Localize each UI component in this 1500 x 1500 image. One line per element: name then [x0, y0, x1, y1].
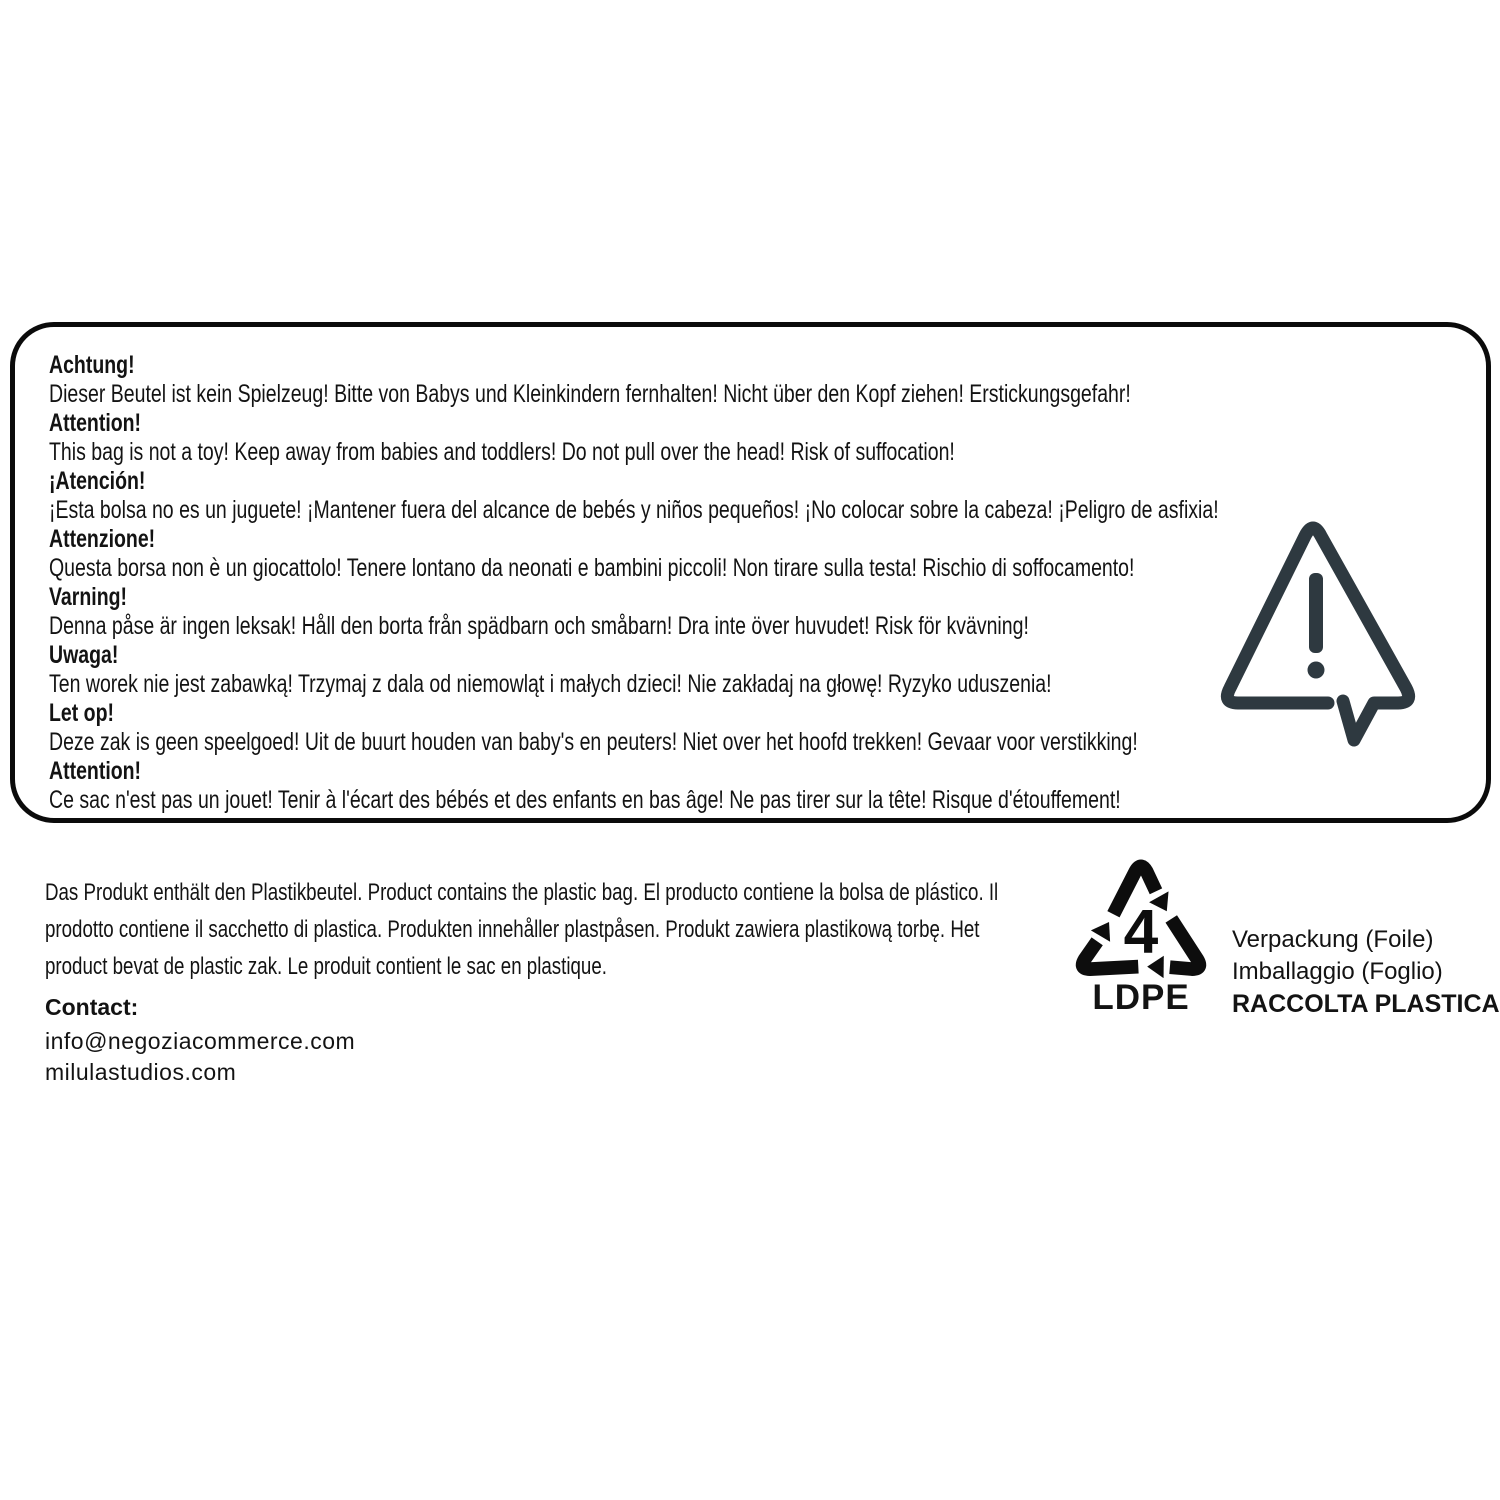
warning-text: Ten worek nie jest zabawką! Trzymaj z dala od niemowląt i małych dzieci! Nie zakładaj na głowę! Ryzyko uduszenia!	[49, 670, 1052, 698]
warning-text: Denna påse är ingen leksak! Håll den borta från spädbarn och småbarn! Dra inte över huvudet! Risk för kvävning!	[49, 612, 1029, 640]
warning-item	[49, 757, 1486, 815]
warning-title: Achtung!	[49, 351, 135, 379]
warning-item	[49, 467, 1486, 525]
warning-text: ¡Esta bolsa no es un juguete! ¡Mantener fuera del alcance de bebés y niños pequeños! ¡No colocar sobre la cabeza! ¡Peligro de asfixia!	[49, 496, 1219, 524]
warning-text: Ce sac n'est pas un jouet! Tenir à l'écart des bébés et des enfants en bas âge! Ne pas tirer sur la tête! Risque d'étouffement!	[49, 786, 1121, 814]
warning-item	[49, 351, 1486, 409]
contact-website: milulastudios.com	[45, 1059, 237, 1085]
warning-title: Uwaga!	[49, 641, 119, 669]
contact-email: info@negoziacommerce.com	[45, 1028, 356, 1054]
recycling-code-number: 4	[1123, 897, 1159, 967]
warning-text: Dieser Beutel ist kein Spielzeug! Bitte von Babys und Kleinkindern fernhalten! Nicht über den Kopf ziehen! Erstickungsgefahr!	[49, 380, 1131, 408]
warning-text: This bag is not a toy! Keep away from babies and toddlers! Do not pull over the head! Risk of suffocation!	[49, 438, 955, 466]
warning-title: Attenzione!	[49, 525, 156, 553]
warning-title: Attention!	[49, 409, 142, 437]
contact-title: Contact:	[45, 994, 139, 1020]
recycling-ldpe-icon	[1060, 850, 1222, 980]
contact-block	[45, 992, 355, 1088]
warning-text: Questa borsa non è un giocattolo! Tenere lontano da neonati e bambini piccoli! Non tirare sulla testa! Rischio di soffocamento!	[49, 554, 1135, 582]
warning-title: Let op!	[49, 699, 114, 727]
recycling-text-de: Verpackung (Foile)	[1232, 926, 1434, 953]
warning-exclamation-triangle-icon	[1210, 518, 1428, 753]
recycling-material-label: LDPE	[1092, 978, 1190, 1017]
warning-title: Varning!	[49, 583, 128, 611]
warning-item	[49, 409, 1486, 467]
warning-text: Deze zak is geen speelgoed! Uit de buurt houden van baby's en peuters! Niet over het hoofd trekken! Gevaar voor verstikking!	[49, 728, 1138, 756]
recycling-text-block	[1232, 924, 1500, 1020]
warning-title: Attention!	[49, 757, 142, 785]
warning-title: ¡Atención!	[49, 467, 146, 495]
plastic-bag-note: Das Produkt enthält den Plastikbeutel. Product contains the plastic bag. El producto contiene la bolsa de plástico. Il prodotto contiene il sacchetto di plastica. Produkten innehåller plastpåsen. Produkt zawiera plastikową torbę. Het product bevat de plastic zak. Le produit contient le sac en plastique.	[45, 879, 999, 980]
recycling-text-it: Imballaggio (Foglio)	[1232, 958, 1443, 985]
recycling-text-raccolta: RACCOLTA PLASTICA	[1232, 990, 1500, 1018]
